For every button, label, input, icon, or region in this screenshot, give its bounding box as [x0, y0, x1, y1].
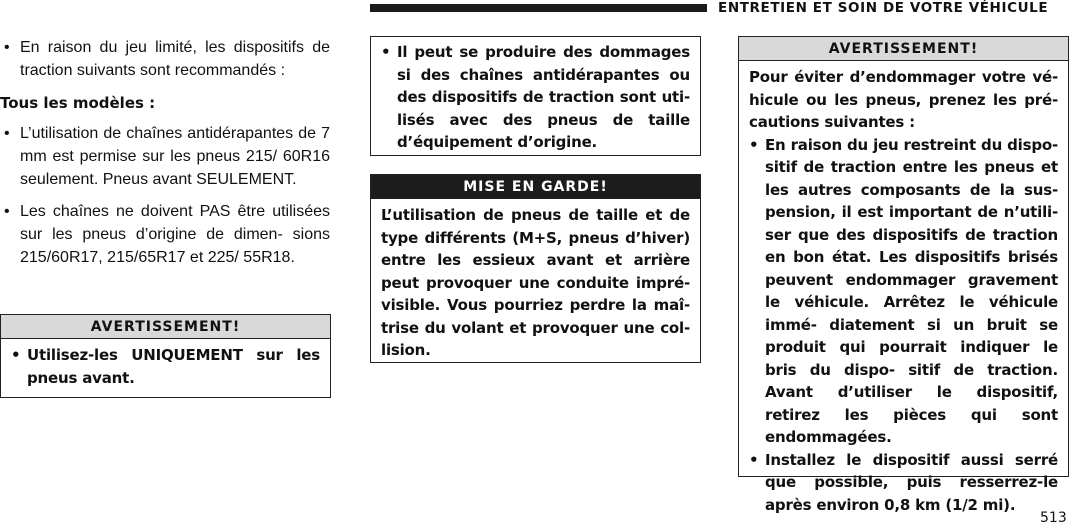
warning-box-front-tires — [0, 314, 331, 398]
warning-bullet: • Installez le dispositif aussi serré que possible, puis resserrez-le après environ 0,8 km (1/2 mi). — [749, 449, 1058, 517]
warning-bullet: • En raison du jeu restreint du dispo- sitif de traction entre les pneus et les autres composants de la sus- pension, il est important de n’utili- ser que des dispositifs de traction en bon état. Les dispositifs brisés peuvent endommager gravement le véhicule. Arrêtez le véhicule immé- diatement si un bruit se produit qui pourrait indiquer le bris du dispo- sitif de traction. Avant d’utiliser le dispositif, retirez les pièces qui sont endommagées. — [749, 134, 1058, 449]
warning-title: AVERTISSEMENT! — [739, 37, 1068, 61]
warning-title: AVERTISSEMENT! — [1, 315, 330, 339]
caution-body — [371, 199, 700, 368]
warning-bullet: • Il peut se produire des dommages si des chaînes antidérapantes ou des dispositifs de traction sont uti- lisés avec des pneus de taille d’équipement d’origine. — [381, 41, 690, 154]
caution-title: MISE EN GARDE! — [371, 175, 700, 199]
warning-box-traction-devices — [738, 36, 1069, 514]
header-rule — [370, 4, 707, 12]
warning-continued-body — [371, 37, 700, 160]
warning-intro: Pour éviter d’endommager votre vé- hicule ou les pneus, prenez les pré- cautions suivantes : — [749, 68, 1058, 131]
list-item: • L’utilisation de chaînes antidérapantes de 7 mm est permise sur les pneus 215/ 60R16 seulement. Pneus avant SEULEMENT. — [0, 122, 330, 191]
caution-text: L’utilisation de pneus de taille et de type différents (M+S, pneus d’hiver) entre les essieux avant et arrière peut provoquer une conduite impré- visible. Vous pourriez perdre la maî- trise du volant et provoquer une col- lision. — [381, 206, 690, 359]
warning-body — [1, 339, 330, 395]
section-header: ENTRETIEN ET SOIN DE VOTRE VÉHICULE — [718, 0, 1049, 16]
warning-bullet: • Utilisez-les UNIQUEMENT sur les pneus avant. — [11, 344, 320, 389]
warning-box-continued — [370, 36, 701, 156]
intro-bullet: • En raison du jeu limité, les dispositifs de traction suivants sont recommandés : — [0, 36, 330, 82]
left-column — [0, 36, 330, 278]
models-heading: Tous les modèles : — [0, 94, 156, 112]
intro-list — [0, 36, 330, 82]
models-list — [0, 122, 330, 269]
warning-body — [739, 61, 1068, 522]
caution-box — [370, 174, 701, 363]
page-number: 513 — [1040, 510, 1067, 526]
list-item: • Les chaînes ne doivent PAS être utilisées sur les pneus d’origine de dimen- sions 215/60R17, 215/65R17 et 225/ 55R18. — [0, 200, 330, 269]
